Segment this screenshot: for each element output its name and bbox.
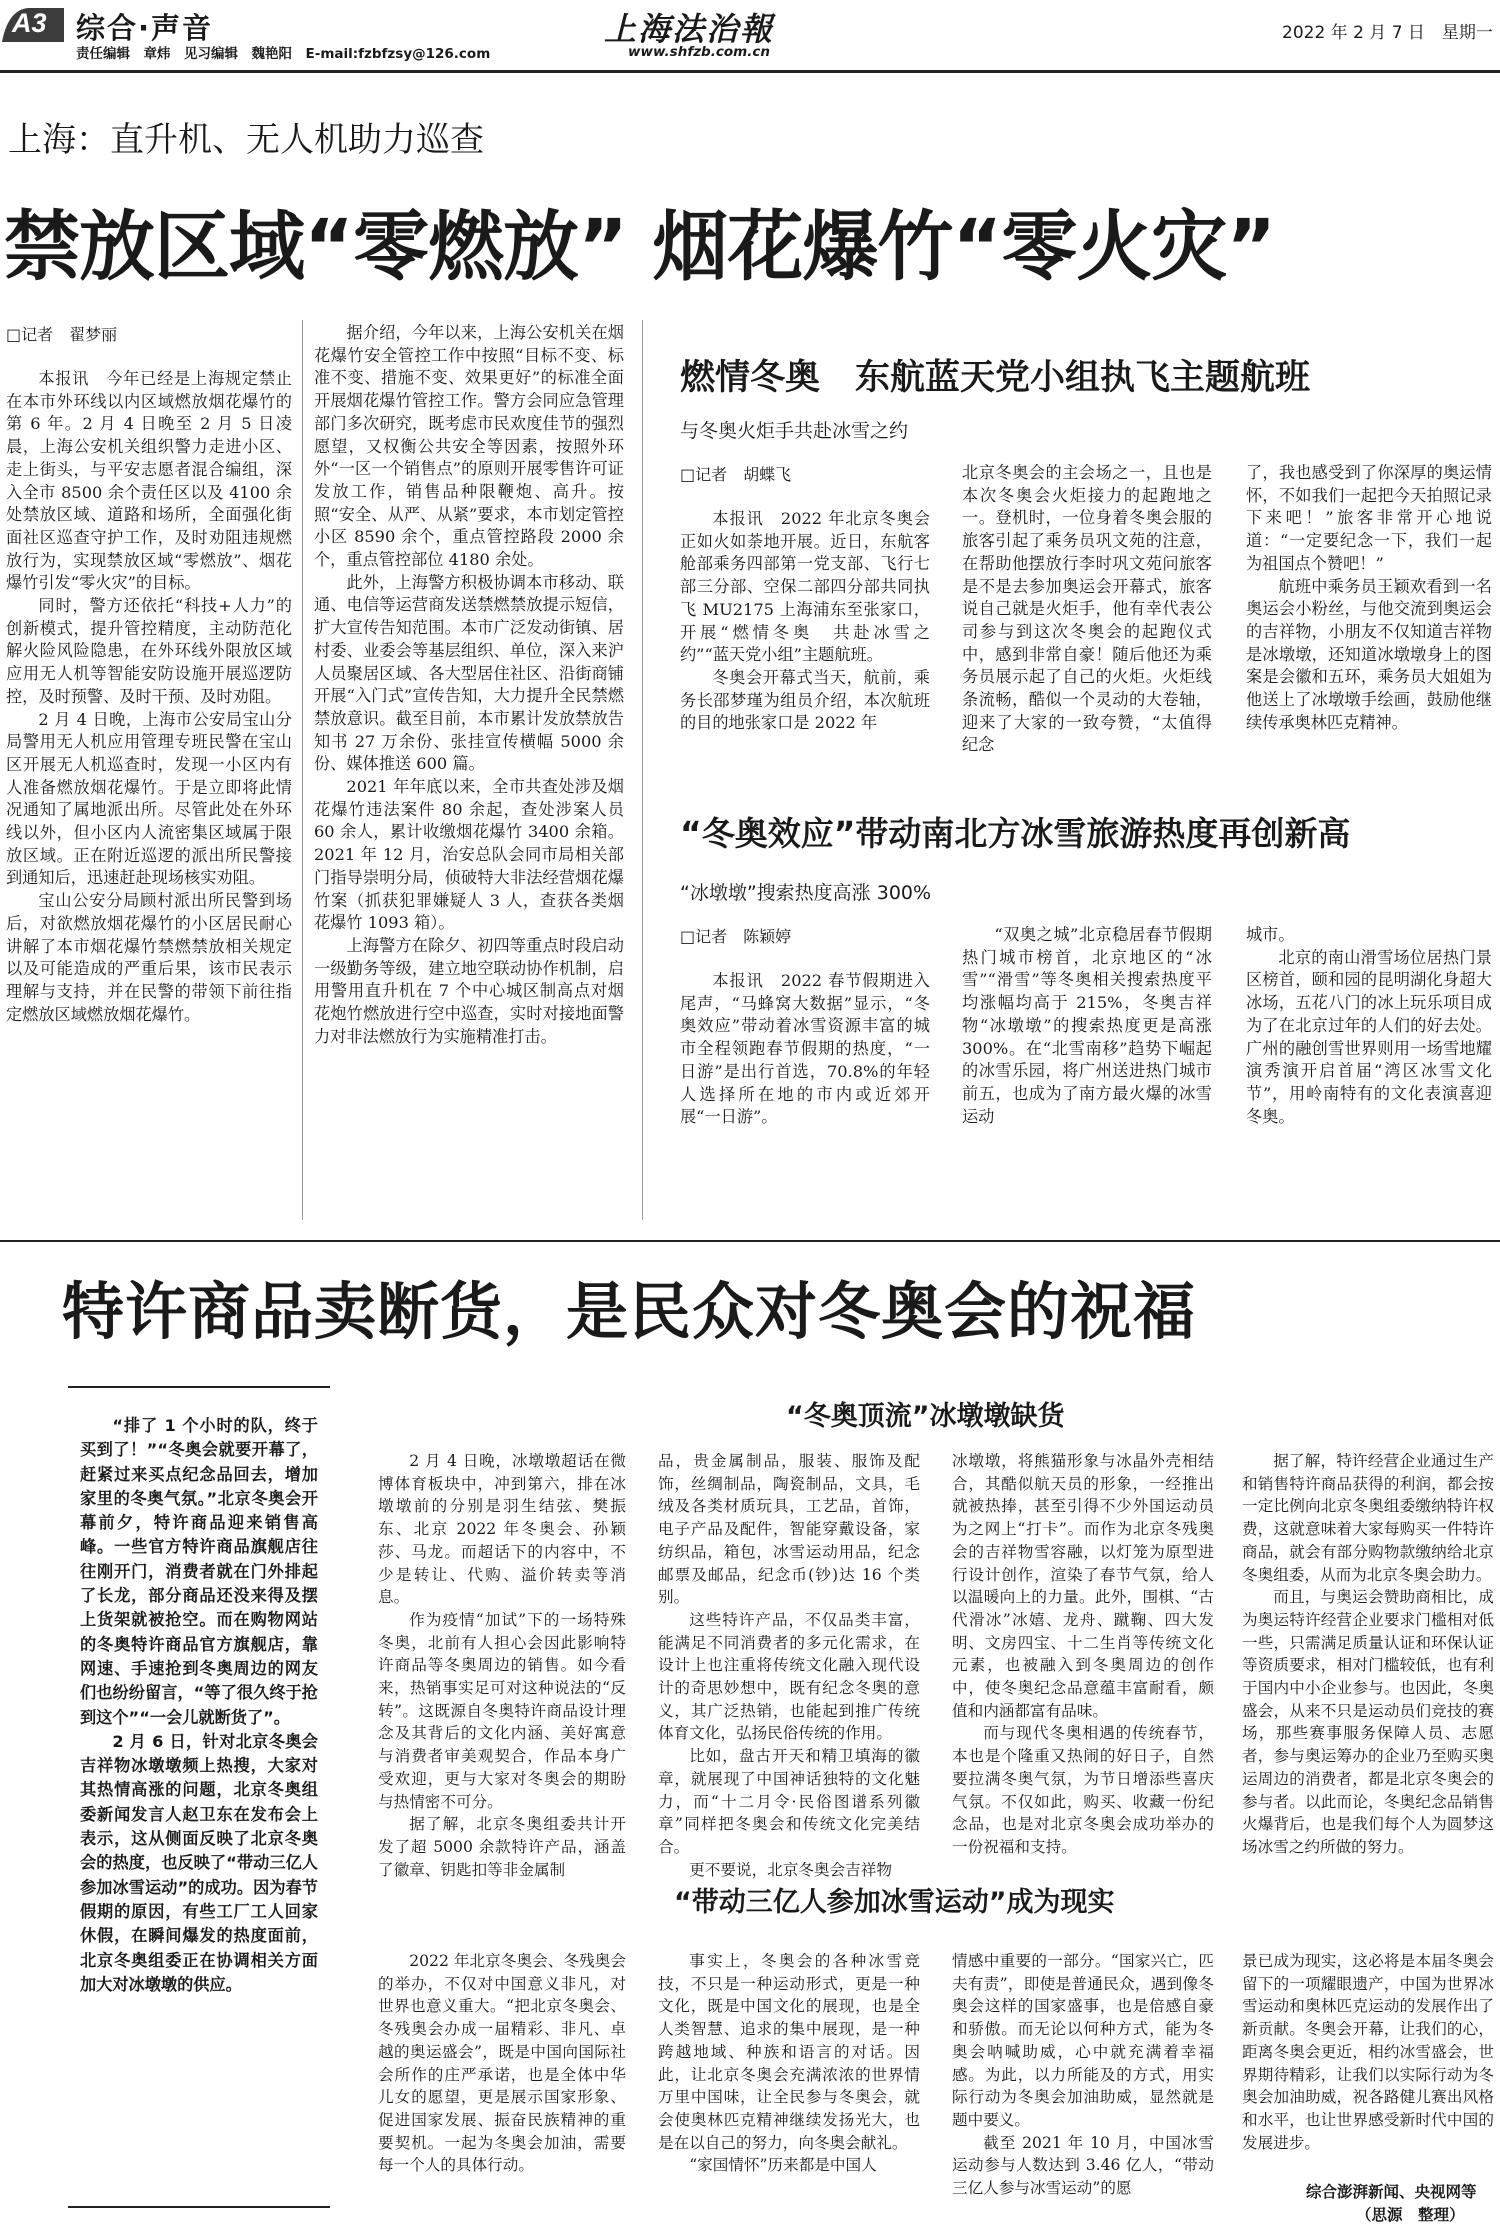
paragraph: 据了解，北京冬奥组委共计开发了超 5000 余款特许产品，涵盖了徽章、钥匙扣等非金属制 <box>378 1815 626 1879</box>
paragraph: 本报讯 今年已经是上海规定禁止在本市外环线以内区域燃放烟花爆竹的第 6 年。2 月 4 日晚至 2 月 5 日凌晨，上海公安机关组织警力走进小区、走上街头，与平安志愿者混合编组，深入全市 8500 余个责任区以及 4100 余处禁放区域、道路和场所，全面强化街面社区巡查守护工作，及时劝阻违规燃放行为，实现禁放区域“零燃放”、烟花爆竹引发“零火灾”的目标。 <box>6 369 292 593</box>
story3-byline: □记者 陈颖婷 <box>680 927 792 946</box>
paragraph: 冬奥会开幕式当天，航前，乘务长邵梦瑾为组员介绍，本次航班的目的地张家口是 2022 年 <box>680 667 930 733</box>
story4-sub1-col4 <box>1242 1450 1494 1859</box>
story3-subhead: “冰墩墩”搜索热度高涨 300% <box>680 882 932 904</box>
paragraph: 这些特许产品，不仅品类丰富，能满足不同消费者的多元化需求，在设计上也注重将传统文化融入现代设计的奇思妙想中，既有纪念冬奥的意义，其广泛热销，也能起到推广传统体育文化，弘扬民俗传统的作用。 <box>658 1610 920 1743</box>
paragraph: 航班中乘务员王颖欢看到一名奥运会小粉丝，与他交流到奥运会的吉祥物，小朋友不仅知道吉祥物是冰墩墩，还知道冰墩墩身上的图案是会徽和五环，乘务员大姐姐为他送上了冰墩墩手绘画，鼓励他继续传承奥林匹克精神。 <box>1246 576 1492 732</box>
story3-col2 <box>962 924 1212 1128</box>
paragraph: 2022 年北京冬奥会、冬残奥会的举办，不仅对中国意义非凡，对世界也意义重大。“把北京冬奥会、冬残奥会办成一届精彩、非凡、卓越的奥运盛会”，既是中国向国际社会所作的庄严承诺，也是全体中华儿女的愿望，更是展示国家形象、促进国家发展、振奋民族精神的重要契机。一起为冬奥会加油，需要每一个人的具体行动。 <box>378 1952 626 2175</box>
story2-byline: □记者 胡蝶飞 <box>680 465 792 484</box>
sidebar-paragraph: 2 月 6 日，针对北京冬奥会吉祥物冰墩墩频上热搜，大家对其热情高涨的问题，北京冬奥组委新闻发言人赵卫东在发布会上表示，这从侧面反映了北京冬奥会的热度，也反映了“带动三亿人参加冰雪运动”的成功。因为春节假期的原因，有些工厂工人回家休假，在瞬间爆发的热度面前，北京冬奥组委正在协调相关方面加大对冰墩墩的供应。 <box>80 1731 318 1994</box>
story4-sub2-col3 <box>952 1950 1214 2200</box>
story1-col2 <box>314 322 624 1049</box>
section-title: 综合·声音 <box>76 11 214 45</box>
paragraph: “家国情怀”历来都是中国人 <box>689 2156 877 2175</box>
story4-sub2-col1 <box>378 1950 626 2177</box>
story1-col1 <box>6 368 292 1026</box>
story2-col2 <box>962 462 1212 757</box>
column-divider <box>302 320 303 1220</box>
editor-line: 责任编辑 章炜 见习编辑 魏艳阳 E-mail:fzbfzsy@126.com <box>76 46 491 62</box>
paragraph: 比如，盘古开天和精卫填海的徽章，就展现了中国神话独特的文化魅力，而“十二月令·民俗图谱系列徽章”同样把冬奥会和传统文化完美结合。 <box>658 1747 920 1856</box>
paragraph: 情感中重要的一部分。“国家兴亡，匹夫有责”，即使是普通民众，遇到像冬奥会这样的国家盛事，也是倍感自豪和骄傲。而无论以何种方式，能为冬奥会呐喊助威，心中就充满着幸福感。为此，以力所能及的方式，用实际行动为冬奥会加油助威，显然就是题中要义。 <box>952 1952 1214 2129</box>
story4-sidebar-box <box>68 1386 330 2208</box>
page-number: A3 <box>12 8 47 38</box>
paragraph: 景已成为现实，这必将是本届冬奥会留下的一项耀眼遗产，中国为世界冰雪运动和奥林匹克运动的发展作出了新贡献。冬奥会开幕，让我们的心，距离冬奥会更近，相约冰雪盛会，世界期待精彩，让我们以实际行动为冬奥会加油助威，祝各路健儿赛出风格和水平，也让世界感受新时代中国的发展进步。 <box>1242 1952 1494 2152</box>
paragraph: 作为疫情“加试”下的一场特殊冬奥，北前有人担心会因此影响特许商品等冬奥周边的销售。如今看来，热销事实足可对这种说法的“反转”。这既源自冬奥特许商品设计理念及其背后的文化内涵、美好寓意与消费者审美观契合，作品本身广受欢迎，更与大家对冬奥会的期盼与热情密不可分。 <box>378 1610 626 1811</box>
story4-sub2-col4 <box>1242 1950 1494 2154</box>
paragraph: 据了解，特许经营企业通过生产和销售特许商品获得的利润，都会按一定比例向北京冬奥组委缴纳特许权费，这就意味着大家每购买一件特许商品，就会有部分购物款缴纳给北京冬奥组委，从而为北京冬奥会助力。 <box>1242 1452 1494 1584</box>
story3-col3 <box>1246 924 1492 1128</box>
paragraph: 同时，警方还依托“科技+人力”的创新模式，提升管控精度，主动防范化解火险风险隐患，在外环线外限放区域应用无人机等智能安防设施开展巡逻防控，及时预警、及时干预、及时劝阻。 <box>6 596 292 706</box>
paragraph: 品，贵金属制品，服装、服饰及配饰，丝绸制品，陶瓷制品，文具，毛绒及各类材质玩具，工艺品，首饰，电子产品及配件，智能穿戴设备，家纺织品，箱包，冰雪运动用品，纪念邮票及邮品，纪念币(钞)达 16 个类别。 <box>658 1452 920 1607</box>
section-rule <box>0 1240 1500 1242</box>
paragraph: 冰墩墩，将熊猫形象与冰晶外壳相结合，其酷似航天员的形象，一经推出就被热捧，甚至引得不少外国运动员为之网上“打卡”。而作为北京冬残奥会的吉祥物雪容融，以灯笼为原型进行设计创作，渲染了春节气氛，给人以温暖向上的力量。此外，围棋、“古代滑冰”冰嬉、龙舟、蹴鞠、四大发明、文房四宝、十二生肖等传统文化元素，也被融入到冬奥周边的创作中，使冬奥纪念品意蕴丰富耐看，颇值和内涵都富有品味。 <box>952 1452 1214 1720</box>
paragraph: 2 月 4 日晚，上海市公安局宝山分局警用无人机应用管理专班民警在宝山区开展无人机巡查时，发现一小区内有人准备燃放烟花爆竹。于是立即将此情况通知了属地派出所。尽管此处在外环线以外，但小区内人流密集区域属于限放区域。正在附近巡逻的派出所民警接到通知后，迅速赶赴现场核实劝阻。 <box>6 709 292 888</box>
story3-headline: “冬奥效应”带动南北方冰雪旅游热度再创新高 <box>680 814 1351 853</box>
story4-subheading-1: “冬奥顶流”冰墩墩缺货 <box>786 1401 1065 1432</box>
story2-subhead: 与冬奥火炬手共赴冰雪之约 <box>680 420 909 442</box>
story3-col1 <box>680 970 930 1129</box>
paragraph: 2021 年年底以来，全市共查处涉及烟花爆竹违法案件 80 余起，查处涉案人员 60 余人，累计收缴烟花爆竹 3400 余箱。2021 年 12 月，治安总队会同市局相关部门指导崇明分局，侦破特大非法经营烟花爆竹案（抓获犯罪嫌疑人 3 人，查获各类烟花爆竹 1093 箱）。 <box>314 777 624 933</box>
paragraph: 2 月 4 日晚，冰墩墩超话在微博体育板块中，冲到第六，排在冰墩墩前的分别是羽生结弦、樊振东、北京 2022 年冬奥会、孙颖莎、马龙。而超话下的内容中，不少是转让、代购、溢价转卖等消息。 <box>378 1452 626 1607</box>
story4-sub2-col2 <box>658 1950 920 2177</box>
paragraph: 更不要说，北京冬奥会吉祥物 <box>689 1860 892 1879</box>
story4-sub1-col2 <box>658 1450 920 1881</box>
story4-subheading-2: “带动三亿人参加冰雪运动”成为现实 <box>674 1887 1115 1918</box>
paragraph: 本报讯 2022 年北京冬奥会正如火如荼地开展。近日，东航客舱部乘务四部第一党支部、飞行七部三分部、空保二部四分部共同执飞 MU2175 上海浦东至张家口，开展“燃情冬奥 共赴冰雪之约”“蓝天党小组”主题航班。 <box>680 509 930 665</box>
story4-compiler: （思源 整理） <box>1356 2206 1465 2224</box>
paragraph: 上海警方在除夕、初四等重点时段启动一级勤务等级，建立地空联动协作机制，启用警用直升机在 7 个中心城区制高点对烟花炮竹燃放进行空中巡查，实时对接地面警力对非法燃放行为实施精准打击。 <box>314 935 624 1046</box>
paragraph: 据介绍，今年以来，上海公安机关在烟花爆竹安全管控工作中按照“目标不变、标准不变、措施不变、效果更好”的标准全面开展烟花爆竹管控工作。警方会同应急管理部门多次研究，既考虑市民欢度佳节的强烈愿望，又权衡公共安全等因素，按照外环外“一区一个销售点”的原则开展零售许可证发放工作，销售品种限鞭炮、高升。按照“安全、从严、从紧”要求，本市划定管控小区 8590 余个，重点管控路段 2000 余个，重点管控部位 4180 余处。 <box>314 323 624 570</box>
paragraph: 而与现代冬奥相遇的传统春节，本也是个隆重又热闹的好日子，自然要拉满冬奥气氛，为节日增添些喜庆气氛。不仅如此，购买、收藏一份纪念品，也是对北京冬奥会成功举办的一份祝福和支持。 <box>952 1724 1214 1856</box>
paragraph: 了，我也感受到了你深厚的奥运情怀，不如我们一起把今天拍照记录下来吧！”旅客非常开心地说道：“一定要纪念一下，我们一起为祖国点个赞吧！” <box>1246 463 1492 573</box>
paragraph: 而且，与奥运会赞助商相比，成为奥运特许经营企业要求门槛相对低一些，只需满足质量认证和环保认证等资质要求，相对门槛较低，也有利于国内中小企业参与。也因此，冬奥盛会，从来不只是运动员们竞技的赛场，那些赛事服务保障人员、志愿者，参与奥运筹办的企业乃至购买奥运周边的消费者，都是北京冬奥会的参与者。以此而论，冬奥纪念品销售火爆背后，也是我们每个人为圆梦这场冰雪之约所做的努力。 <box>1242 1588 1494 1856</box>
paragraph: 本报讯 2022 春节假期进入尾声，“马蜂窝大数据”显示，“冬奥效应”带动着冰雪资源丰富的城市全程领跑春节假期的热度，“一日游”是出行首选，70.8%的年轻人选择所在地的市内或近郊开展“一日游”。 <box>680 971 930 1127</box>
header-rule <box>0 70 1500 73</box>
story4-source: 综合澎湃新闻、央视网等 <box>1306 2183 1477 2201</box>
website-url: www.shfzb.com.cn <box>628 44 770 60</box>
story4-headline: 特许商品卖断货，是民众对冬奥会的祝福 <box>62 1275 1197 1348</box>
story2-col3 <box>1246 462 1492 734</box>
paragraph: 事实上，冬奥会的各种冰雪竞技，不只是一种运动形式，更是一种文化，既是中国文化的展现，也是全人类智慧、追求的集中展现，是一种跨越地域、种族和语言的对话。因此，让北京冬奥会充满浓浓的世界情万里中国味，让全民参与冬奥会，就会使奥林匹克精神继续发扬光大，也是在以自己的努力，向冬奥会献礼。 <box>658 1952 920 2152</box>
story4-sub1-col1 <box>378 1450 626 1881</box>
story1-byline: □记者 翟梦丽 <box>6 325 118 344</box>
paragraph: 宝山公安分局顾村派出所民警到场后，对欲燃放烟花爆竹的小区居民耐心讲解了本市烟花爆竹禁燃禁放相关规定以及可能造成的严重后果，该市民表示理解与支持，并在民警的带领下前往指定燃放区域燃放烟花爆竹。 <box>6 891 292 1024</box>
paragraph: “双奥之城”北京稳居春节假期热门城市榜首，北京地区的“冰雪”“滑雪”等冬奥相关搜索热度平均涨幅均高于 215%，冬奥吉祥物“冰墩墩”的搜索热度更是高涨 300%。在“北雪南移”趋势下崛起的冰雪乐园，将广州送进热门城市前五，也成为了南方最火爆的冰雪运动 <box>962 925 1212 1126</box>
story2-headline: 燃情冬奥 东航蓝天党小组执飞主题航班 <box>680 358 1311 398</box>
story1-kicker: 上海：直升机、无人机助力巡查 <box>8 120 484 160</box>
page-number-badge <box>2 6 64 42</box>
story2-col1 <box>680 508 930 735</box>
paragraph: 城市。 <box>1246 925 1295 944</box>
paragraph: 北京的南山滑雪场位居热门景区榜首，颐和园的昆明湖化身超大冰场，五花八门的冰上玩乐项目成为了在北京过年的人们的好去处。广州的融创雪世界则用一场雪地耀演秀演开启首届“湾区冰雪文化节”，用岭南特有的文化表演喜迎冬奥。 <box>1246 947 1492 1126</box>
paragraph: 此外，上海警方积极协调本市移动、联通、电信等运营商发送禁燃禁放提示短信，扩大宣传告知范围。本市广泛发动街镇、居村委、业委会等基层组织、单位，深入来沪人员聚居区域、各大型居住社区、沿街商铺开展“入门式”宣传告知，大力提升全民禁燃禁放意识。截至目前，本市累计发放禁放告知书 27 万余份、张挂宣传横幅 5000 余份、媒体推送 600 篇。 <box>314 572 624 774</box>
paragraph: 截至 2021 年 10 月，中国冰雪运动参与人数达到 3.46 亿人，“带动三亿人参与冰雪运动”的愿 <box>952 2133 1214 2198</box>
story1-headline: 禁放区域“零燃放” 烟花爆竹“零火灾” <box>4 202 1276 291</box>
paragraph: 北京冬奥会的主会场之一，且也是本次冬奥会火炬接力的起跑地之一。登机时，一位身着冬奥会服的旅客引起了乘务员巩文苑的注意，在帮助他摆放行李时巩文苑问旅客是不是去参加奥运会开幕式，旅客说自己就是火炬手，他有幸代表公司参与到这次冬奥会的起跑仪式中，感到非常自豪！随后他还为乘务员展示起了自己的火炬。火炬线条流畅，酷似一个灵动的大卷轴，迎来了大家的一致夸赞，“太值得纪念 <box>962 463 1212 755</box>
sidebar-paragraph: “排了 1 个小时的队，终于买到了！”“冬奥会就要开幕了，赶紧过来买点纪念品回去，增加家里的冬奥气氛。”北京冬奥会开幕前夕，特许商品迎来销售高峰。一些官方特许商品旗舰店往往刚开门，消费者就在门外排起了长龙，部分商品还没来得及摆上货架就被抢空。而在购物网站的冬奥特许商品官方旗舰店，靠网速、手速抢到冬奥周边的网友们也纷纷留言，“等了很久终于抢到这个”“一会儿就断货了”。 <box>80 1416 318 1727</box>
column-divider <box>642 320 643 1220</box>
story4-sub1-col3 <box>952 1450 1214 1859</box>
masthead-logo: 上海法治報 <box>604 10 775 48</box>
issue-date: 2022 年 2 月 7 日 星期一 <box>1282 23 1493 43</box>
